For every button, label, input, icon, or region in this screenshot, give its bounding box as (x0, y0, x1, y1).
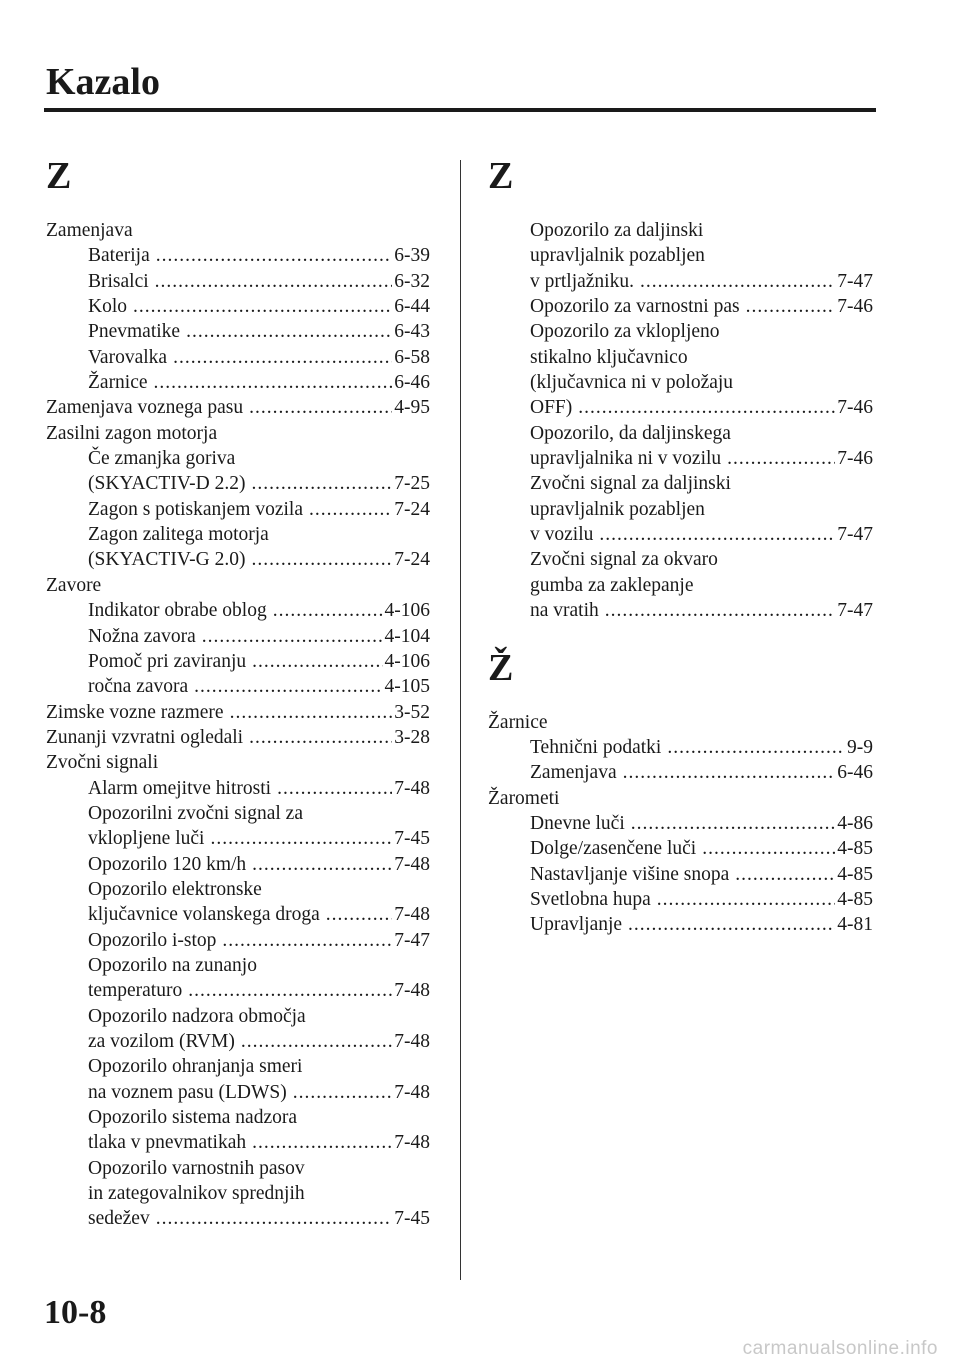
index-entry-text: sedežev (88, 1208, 150, 1230)
index-entry-text: Alarm omejitve hitrosti (88, 777, 272, 799)
dot-leader (640, 269, 835, 294)
index-entry (46, 674, 430, 699)
index-entry-page: 6-46 (394, 372, 430, 394)
index-entry-text: Pnevmatike (88, 321, 181, 343)
dot-leader (309, 497, 392, 522)
index-entry (46, 649, 430, 674)
index-entry (46, 345, 430, 370)
index-entry-list (488, 710, 873, 938)
index-entry-text: Kolo (88, 296, 127, 318)
index-entry-page: 4-81 (837, 914, 873, 936)
index-entry (46, 471, 430, 496)
index-entry (488, 547, 873, 572)
index-entry-text: na vratih (530, 600, 599, 622)
index-entry (46, 497, 430, 522)
index-entry (46, 801, 430, 826)
dot-leader (133, 294, 392, 319)
index-entry-page: 7-48 (394, 1081, 430, 1103)
index-entry-page: 3-28 (394, 726, 430, 748)
index-entry-text: Opozorilo nadzora območja (88, 1005, 306, 1027)
index-entry (46, 1156, 430, 1181)
index-entry (46, 978, 430, 1003)
index-entry-page: 7-46 (837, 397, 873, 419)
index-entry-text: na voznem pasu (LDWS) (88, 1081, 287, 1103)
index-entry (46, 294, 430, 319)
index-entry (46, 421, 430, 446)
index-entry-text: Zvočni signal za okvaro (530, 549, 718, 571)
index-entry (46, 446, 430, 471)
index-entry (46, 1080, 430, 1105)
index-entry-text: Tehnični podatki (530, 736, 662, 758)
index-entry-text: Zvočni signali (46, 752, 159, 774)
index-entry-page: 4-106 (384, 600, 430, 622)
index-entry (46, 750, 430, 775)
index-entry-page: 4-106 (384, 650, 430, 672)
index-entry-page: 7-48 (394, 1031, 430, 1052)
index-entry-list (488, 218, 873, 624)
dot-leader (746, 294, 836, 319)
dot-leader (230, 700, 393, 725)
header-rule (44, 108, 876, 112)
section-letter: Z (488, 155, 514, 197)
dot-leader (188, 978, 392, 1003)
index-entry-page: 7-48 (394, 980, 430, 1002)
dot-leader (599, 522, 835, 547)
page-header-title: Kazalo (46, 61, 160, 103)
dot-leader (628, 912, 835, 937)
index-entry (488, 421, 873, 446)
index-entry (488, 471, 873, 496)
index-entry (488, 912, 873, 937)
index-entry (46, 522, 430, 547)
index-entry (46, 826, 430, 851)
index-entry (488, 294, 873, 319)
index-entry-page: 7-47 (837, 270, 873, 292)
index-entry (46, 953, 430, 978)
index-entry-text: Zamenjava voznega pasu (46, 397, 244, 419)
index-entry-text: OFF) (530, 397, 573, 419)
index-entry (46, 902, 430, 927)
index-entry (488, 735, 873, 760)
index-entry (46, 1004, 430, 1029)
index-entry-text: Zvočni signal za daljinski (530, 473, 731, 495)
index-entry-page: 7-48 (394, 1132, 430, 1154)
index-entry-text: Žarnice (88, 372, 148, 394)
page-number: 10-8 (44, 1294, 107, 1331)
index-entry (488, 446, 873, 471)
index-entry-page: 6-32 (394, 270, 430, 292)
index-entry (488, 345, 873, 370)
index-entry (488, 573, 873, 598)
index-entry-text: Opozorilo ohranjanja smeri (88, 1056, 303, 1078)
index-entry-page: 4-85 (837, 863, 873, 885)
column-divider (460, 160, 461, 1280)
dot-leader (727, 446, 835, 471)
index-entry-text: Zimske vozne razmere (46, 701, 224, 723)
dot-leader (293, 1080, 393, 1105)
dot-leader (623, 760, 836, 785)
dot-leader (326, 902, 393, 927)
index-entry-text: Zamenjava (530, 762, 617, 784)
index-entry-text: Svetlobna hupa (530, 888, 651, 910)
index-entry-page: 4-85 (837, 838, 873, 860)
index-entry-text: Opozorilni zvočni signal za (88, 802, 303, 824)
dot-leader (249, 725, 392, 750)
index-entry (46, 877, 430, 902)
index-entry-text: (ključavnica ni v položaju (530, 372, 734, 394)
index-entry (488, 836, 873, 861)
dot-leader (222, 928, 392, 953)
dot-leader (252, 1130, 392, 1155)
index-entry (46, 852, 430, 877)
index-entry (46, 776, 430, 801)
dot-leader (657, 887, 835, 912)
index-entry-text: ročna zavora (88, 676, 189, 698)
index-entry-text: upravljalnik pozabljen (530, 245, 705, 267)
index-entry-text: Zamenjava (46, 220, 133, 241)
index-entry-text: Če zmanjka goriva (88, 448, 236, 470)
index-entry-text: (SKYACTIV-D 2.2) (88, 473, 246, 495)
index-entry-page: 6-44 (394, 296, 430, 318)
index-entry-page: 4-104 (384, 625, 430, 647)
dot-leader (667, 735, 845, 760)
index-entry-text: Indikator obrabe oblog (88, 600, 267, 622)
index-entry (46, 370, 430, 395)
index-entry-page: 7-46 (837, 448, 873, 470)
index-entry-page: 7-25 (394, 473, 430, 495)
watermark: carmanualsonline.info (742, 1338, 938, 1359)
index-entry-text: Opozorilo za varnostni pas (530, 296, 740, 318)
index-entry-text: Žarnice (488, 711, 548, 733)
dot-leader (241, 1029, 392, 1054)
index-entry (488, 598, 873, 623)
index-entry-text: Baterija (88, 245, 150, 267)
index-entry-page: 7-48 (394, 904, 430, 926)
index-entry-text: Opozorilo elektronske (88, 878, 262, 900)
dot-leader (631, 811, 835, 836)
index-entry-text: upravljalnik pozabljen (530, 498, 705, 520)
index-entry-page: 4-86 (837, 812, 873, 834)
index-entry (488, 811, 873, 836)
index-entry-text: Opozorilo sistema nadzora (88, 1107, 298, 1129)
index-entry (488, 319, 873, 344)
index-entry (488, 887, 873, 912)
index-entry-text: v prtljažniku. (530, 270, 634, 292)
index-entry (46, 547, 430, 572)
index-entry (488, 269, 873, 294)
dot-leader (154, 370, 393, 395)
index-entry-text: Nastavljanje višine snopa (530, 863, 730, 885)
index-entry-page: 7-45 (394, 1208, 430, 1230)
index-entry-text: Pomoč pri zaviranju (88, 650, 247, 672)
index-entry-page: 6-43 (394, 321, 430, 343)
index-entry (46, 700, 430, 725)
index-entry (46, 1105, 430, 1130)
index-entry (46, 218, 430, 243)
index-entry-page: 7-47 (837, 524, 873, 546)
index-column-right (488, 152, 873, 938)
index-entry-page: 4-105 (384, 676, 430, 698)
index-entry-page: 7-45 (394, 828, 430, 850)
dot-leader (251, 471, 392, 496)
index-entry-text: tlaka v pnevmatikah (88, 1132, 247, 1154)
index-entry-list (46, 218, 430, 1232)
index-entry-page: 7-48 (394, 777, 430, 799)
index-entry-page: 7-47 (394, 929, 430, 951)
index-entry (46, 725, 430, 750)
index-entry-page: 7-24 (394, 498, 430, 520)
index-entry-text: vklopljene luči (88, 828, 205, 850)
dot-leader (605, 598, 835, 623)
index-entry-page: 6-58 (394, 346, 430, 368)
index-entry (46, 1206, 430, 1231)
index-entry-text: temperaturo (88, 980, 183, 1002)
index-entry (488, 710, 873, 735)
index-entry-text: Zasilni zagon motorja (46, 422, 218, 444)
index-entry (488, 786, 873, 811)
index-entry-page: 3-52 (394, 701, 430, 723)
index-entry-text: (SKYACTIV-G 2.0) (88, 549, 246, 571)
dot-leader (277, 776, 392, 801)
index-entry-text: Opozorilo za daljinski (530, 220, 704, 241)
index-entry-text: Dnevne luči (530, 812, 625, 834)
dot-leader (251, 547, 392, 572)
index-entry-page: 7-46 (837, 296, 873, 318)
dot-leader (735, 862, 835, 887)
dot-leader (202, 624, 383, 649)
index-entry (488, 218, 873, 243)
index-entry (46, 319, 430, 344)
dot-leader (210, 826, 392, 851)
index-entry (46, 1181, 430, 1206)
dot-leader (186, 319, 392, 344)
index-entry-text: Opozorilo 120 km/h (88, 853, 247, 875)
index-entry-text: stikalno ključavnico (530, 346, 688, 368)
index-entry-text: ključavnice volanskega droga (88, 904, 320, 926)
index-entry-text: gumba za zaklepanje (530, 574, 694, 596)
index-entry-text: Varovalka (88, 346, 168, 368)
index-entry (46, 1130, 430, 1155)
index-entry (488, 395, 873, 420)
dot-leader (173, 345, 392, 370)
dot-leader (194, 674, 382, 699)
index-entry (46, 1054, 430, 1079)
dot-leader (702, 836, 835, 861)
dot-leader (155, 269, 393, 294)
index-entry (488, 760, 873, 785)
index-entry-text: Opozorilo za vklopljeno (530, 321, 720, 343)
index-entry (46, 243, 430, 268)
index-entry (46, 928, 430, 953)
index-entry (488, 862, 873, 887)
index-entry (46, 624, 430, 649)
index-entry (46, 269, 430, 294)
dot-leader (156, 1206, 393, 1231)
index-entry-text: Nožna zavora (88, 625, 196, 647)
index-entry (46, 598, 430, 623)
index-entry-text: v vozilu (530, 524, 594, 546)
dot-leader (252, 852, 392, 877)
dot-leader (252, 649, 382, 674)
index-entry-page: 6-39 (394, 245, 430, 267)
index-entry (46, 573, 430, 598)
dot-leader (156, 243, 393, 268)
index-entry-text: Opozorilo varnostnih pasov (88, 1157, 305, 1179)
index-entry-page: 7-47 (837, 600, 873, 622)
index-entry-text: Dolge/zasenčene luči (530, 838, 697, 860)
index-entry-text: za vozilom (RVM) (88, 1031, 235, 1052)
index-entry-page: 7-24 (394, 549, 430, 571)
index-entry-text: Zagon zalitega motorja (88, 524, 269, 546)
index-entry-page: 6-46 (837, 762, 873, 784)
section-letter: Z (46, 155, 72, 197)
index-entry-text: Žarometi (488, 787, 560, 809)
index-entry-page: 9-9 (847, 736, 873, 758)
index-entry-text: in zategovalnikov sprednjih (88, 1183, 305, 1205)
section-letter: Ž (488, 646, 514, 689)
index-entry (46, 1029, 430, 1054)
index-entry (488, 370, 873, 395)
dot-leader (273, 598, 383, 623)
index-entry-text: Opozorilo, da daljinskega (530, 422, 731, 444)
dot-leader (249, 395, 392, 420)
index-entry-text: Upravljanje (530, 914, 623, 936)
index-entry (488, 243, 873, 268)
index-entry-text: Opozorilo i-stop (88, 929, 217, 951)
dot-leader (578, 395, 835, 420)
index-entry-page: 7-48 (394, 853, 430, 875)
index-column-left (46, 152, 430, 1232)
index-entry-text: Opozorilo na zunanjo (88, 954, 257, 976)
index-entry-text: Zagon s potiskanjem vozila (88, 498, 303, 520)
index-entry-text: Brisalci (88, 270, 149, 292)
index-entry (488, 522, 873, 547)
index-entry-text: upravljalnika ni v vozilu (530, 448, 722, 470)
index-entry-page: 4-85 (837, 888, 873, 910)
index-entry-text: Zunanji vzvratni ogledali (46, 726, 244, 748)
index-entry (46, 395, 430, 420)
index-entry-text: Zavore (46, 574, 102, 596)
index-entry-page: 4-95 (394, 397, 430, 419)
index-entry (488, 497, 873, 522)
